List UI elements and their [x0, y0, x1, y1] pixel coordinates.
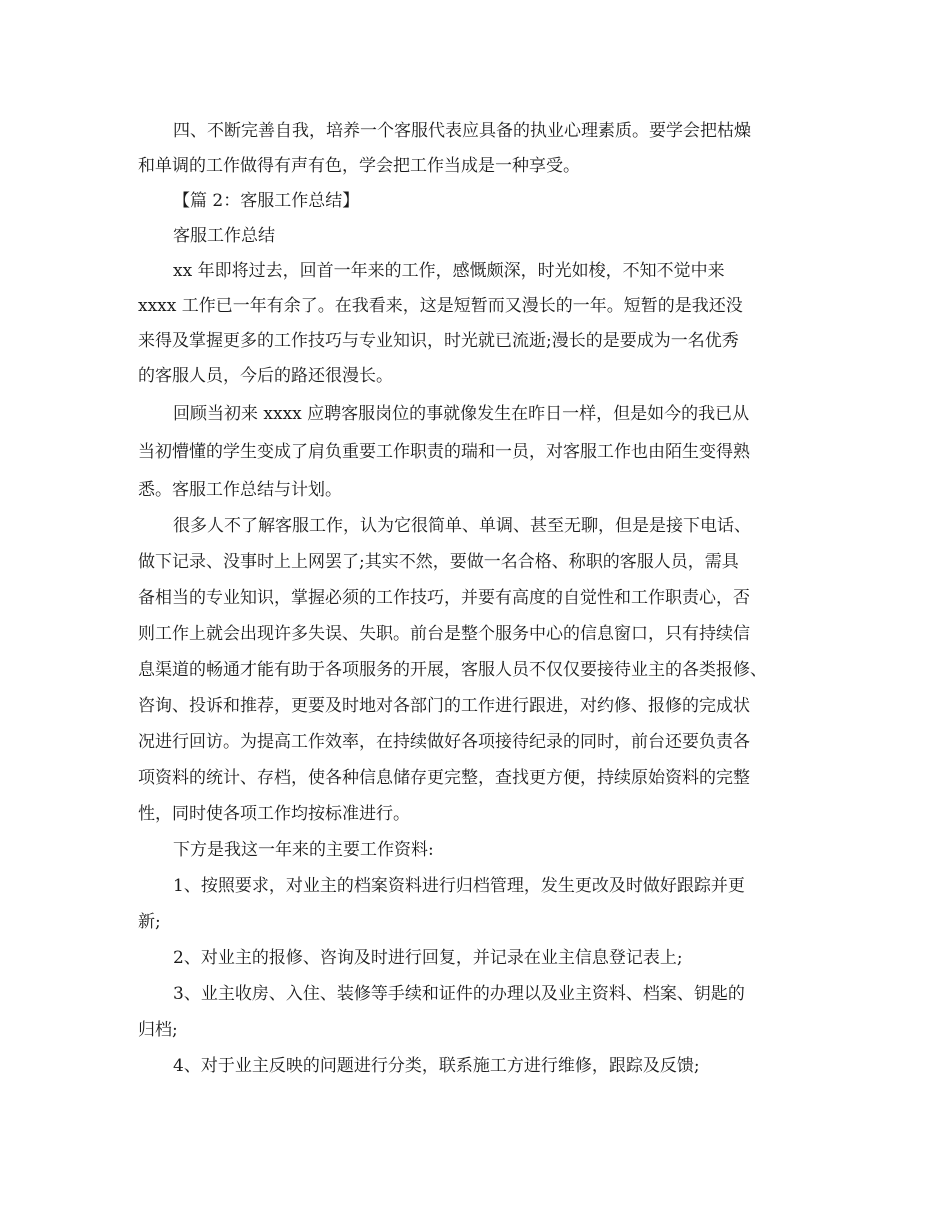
work-line-3: 备相当的专业知识，掌握必须的工作技巧，并要有高度的自觉性和工作职责心，否: [138, 588, 750, 608]
work-line-7: 况进行回访。为提高工作效率，在持续做好各项接待纪录的同时，前台还要负责各: [138, 732, 750, 752]
section-heading: 【篇 2：客服工作总结】: [173, 191, 360, 211]
work-line-5: 息渠道的畅通才能有助于各项服务的开展，客服人员不仅仅要接待业主的各类报修、: [138, 660, 767, 680]
list-item-1-line-2: 新;: [138, 912, 161, 932]
intro-line-3: 来得及掌握更多的工作技巧与专业知识，时光就已流逝;漫长的是要成为一名优秀: [138, 331, 739, 351]
intro-line-1: xx 年即将过去，回首一年来的工作，感慨颇深，时光如梭，不知不觉中来: [173, 261, 725, 281]
review-line-1: 回顾当初来 xxxx 应聘客服岗位的事就像发生在昨日一样，但是如今的我已从: [173, 404, 750, 424]
work-line-2: 做下记录、没事时上上网罢了;其实不然，要做一名合格、称职的客服人员，需具: [138, 552, 739, 572]
review-line-2: 当初懵懂的学生变成了肩负重要工作职责的瑞和一员，对客服工作也由陌生变得熟: [138, 442, 750, 462]
intro-line-2: xxxx 工作已一年有余了。在我看来，这是短暂而又漫长的一年。短暂的是我还没: [138, 296, 743, 316]
work-line-1: 很多人不了解客服工作，认为它很简单、单调、甚至无聊，但是是接下电话、: [173, 516, 751, 536]
section-title: 客服工作总结: [173, 226, 275, 246]
list-item-3-line-2: 归档;: [138, 1020, 178, 1040]
list-intro: 下方是我这一年来的主要工作资料:: [173, 840, 434, 860]
paragraph-4-line-1: 四、不断完善自我，培养一个客服代表应具备的执业心理素质。要学会把枯燥: [173, 121, 751, 141]
work-line-9: 性，同时使各项工作均按标准进行。: [138, 804, 410, 824]
list-item-2: 2、对业主的报修、咨询及时进行回复，并记录在业主信息登记表上;: [173, 948, 683, 968]
work-line-6: 咨询、投诉和推荐，更要及时地对各部门的工作进行跟进，对约修、报修的完成状: [138, 696, 750, 716]
list-item-4: 4、对于业主反映的问题进行分类，联系施工方进行维修，跟踪及反馈;: [173, 1056, 700, 1076]
list-item-3-line-1: 3、业主收房、入住、装修等手续和证件的办理以及业主资料、档案、钥匙的: [173, 984, 745, 1004]
list-item-1-line-1: 1、按照要求，对业主的档案资料进行归档管理，发生更改及时做好跟踪并更: [173, 876, 745, 896]
intro-line-4: 的客服人员，今后的路还很漫长。: [138, 366, 393, 386]
work-line-4: 则工作上就会出现许多失误、失职。前台是整个服务中心的信息窗口，只有持续信: [138, 624, 750, 644]
paragraph-4-line-2: 和单调的工作做得有声有色，学会把工作当成是一种享受。: [138, 156, 580, 176]
work-line-8: 项资料的统计、存档，使各种信息储存更完整，查找更方便，持续原始资料的完整: [138, 768, 750, 788]
review-line-3: 悉。客服工作总结与计划。: [138, 480, 342, 500]
